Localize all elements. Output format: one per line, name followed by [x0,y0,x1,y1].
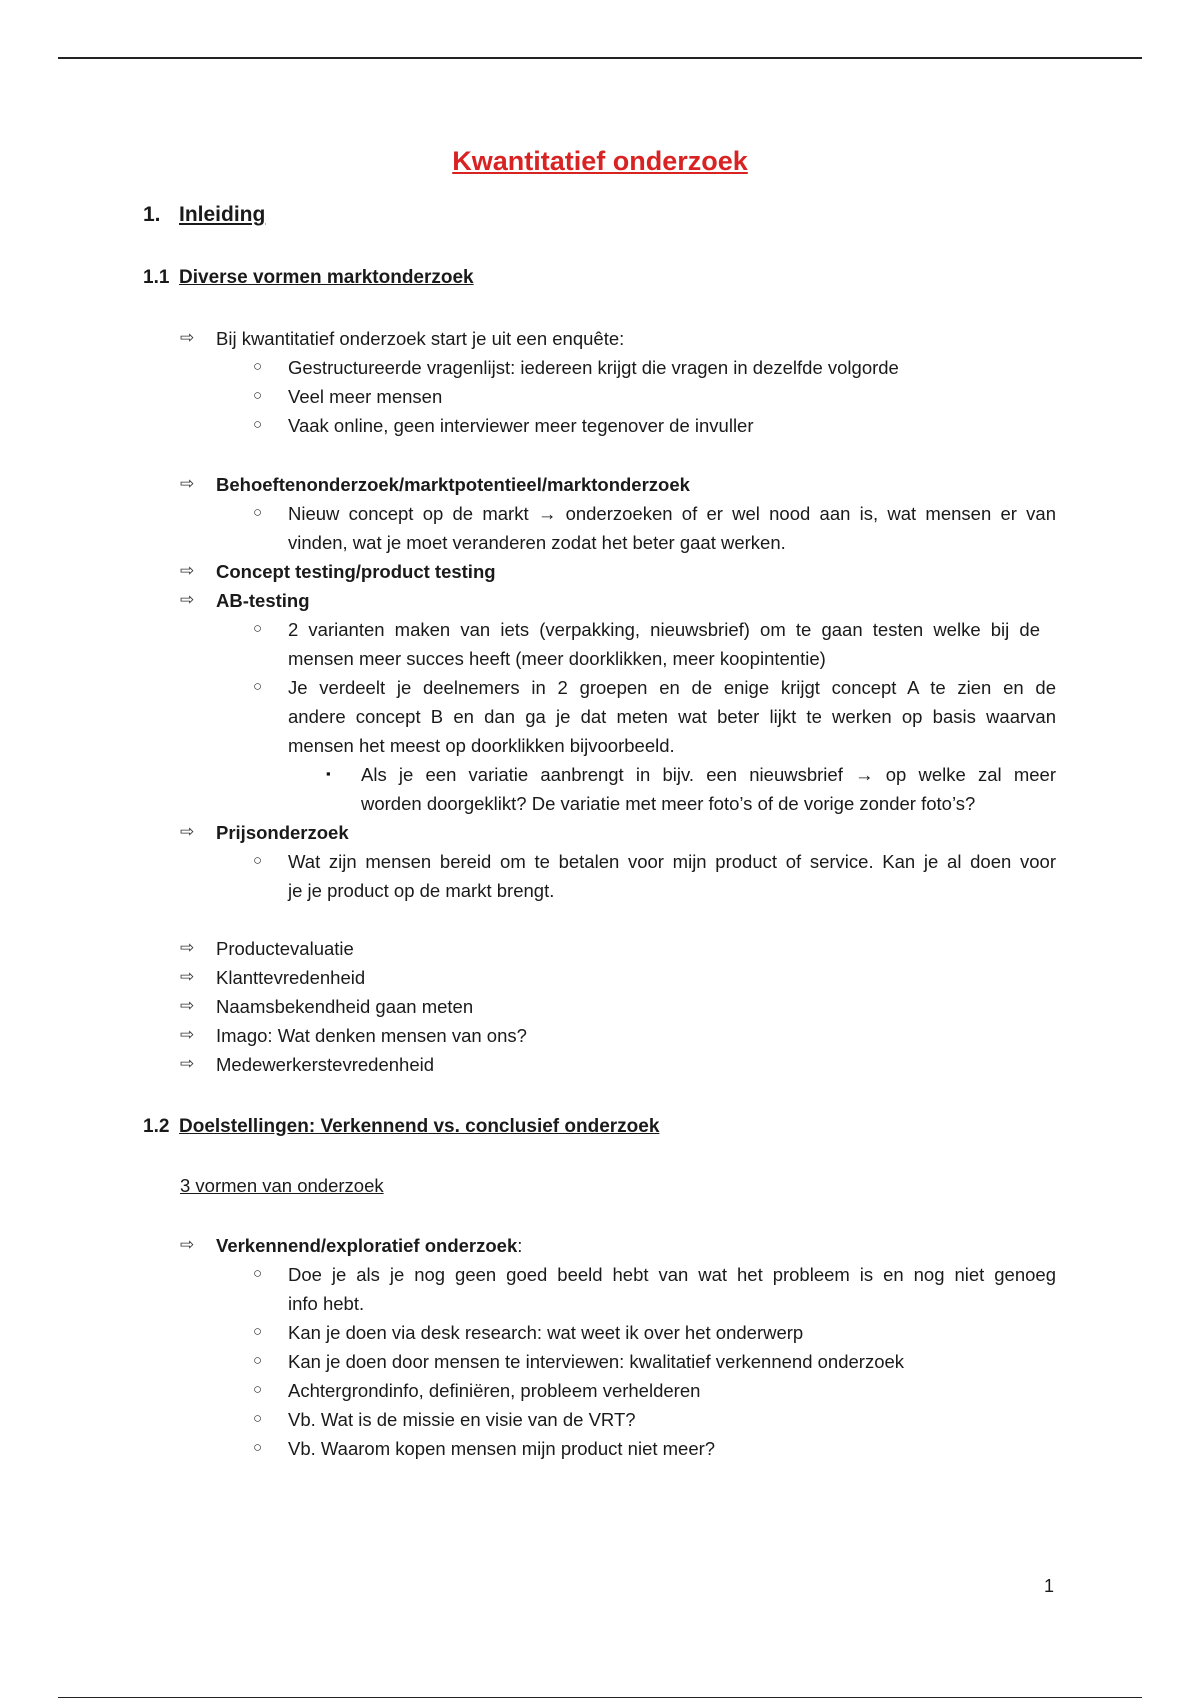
list-item: Productevaluatie [216,938,354,959]
list-item: Prijsonderzoek [216,822,349,843]
list-item: Bij kwantitatief onderzoek start je uit een enquête: [216,328,625,349]
arrow-bullet-icon: ⇨ [180,328,195,347]
list-item: Vb. Wat is de missie en visie van de VRT? [288,1409,636,1430]
section-number: 1. [143,203,161,226]
circle-bullet-icon: ○ [253,416,263,433]
arrow-bullet-icon: ⇨ [180,1054,195,1073]
list-item: Vb. Waarom kopen mensen mijn product niet meer? [288,1438,716,1459]
list-item: Veel meer mensen [288,386,443,407]
footer-rule [58,1697,1142,1698]
list-item-heading: Verkennend/exploratief onderzoek [216,1235,518,1256]
list-item: Wat zijn mensen bereid om te betalen voor mijn product of service. Kan je al doen voor [288,851,1056,872]
list-item: Imago: Wat denken mensen van ons? [216,1025,527,1046]
list-item: Behoeftenonderzoek/marktpotentieel/marktonderzoek [216,474,690,495]
arrow-bullet-icon: ⇨ [180,1025,195,1044]
list-item: Doe je als je nog geen goed beeld hebt van wat het probleem is en nog niet genoeg [288,1264,1056,1285]
square-bullet-icon: ▪ [326,766,331,781]
list-item: Concept testing/product testing [216,561,496,582]
list-item: Naamsbekendheid gaan meten [216,996,474,1017]
section-label: Inleiding [179,203,266,226]
circle-bullet-icon: ○ [253,1410,263,1427]
list-item-continuation: mensen het meest op doorklikken bijvoorbeeld. [288,735,675,756]
list-item: Vaak online, geen interviewer meer tegenover de invuller [288,415,754,436]
list-item: Als je een variatie aanbrengt in bijv. een nieuwsbrief → op welke zal meer [361,764,1056,785]
circle-bullet-icon: ○ [253,1323,263,1340]
list-item-continuation: mensen meer succes heeft (meer doorklikken, meer koopintentie) [288,648,826,669]
circle-bullet-icon: ○ [253,358,263,375]
list-item: 2 varianten maken van iets (verpakking, nieuwsbrief) om te gaan testen welke bij de [288,619,1040,640]
list-item-continuation: vinden, wat je moet veranderen zodat het beter gaat werken. [288,532,786,553]
list-item: Kan je doen door mensen te interviewen: kwalitatief verkennend onderzoek [288,1351,905,1372]
subsection-heading-doelstellingen [143,1116,659,1138]
subheading-vormen: 3 vormen van onderzoek [180,1175,384,1196]
list-item-continuation: andere concept B en dan ga je dat meten wat beter lijkt te werken op basis waarvan [288,706,1056,727]
arrow-bullet-icon: ⇨ [180,561,195,580]
page-number: 1 [1044,1576,1055,1596]
list-item: Je verdeelt je deelnemers in 2 groepen en de enige krijgt concept A te zien en de [288,677,1056,698]
subsection-label: Diverse vormen marktonderzoek [179,267,474,288]
list-item-continuation: worden doorgeklikt? De variatie met meer foto’s of de vorige zonder foto’s? [361,793,976,814]
list-item-colon: : [517,1235,523,1256]
arrow-bullet-icon: ⇨ [180,996,195,1015]
circle-bullet-icon: ○ [253,1381,263,1398]
circle-bullet-icon: ○ [253,1352,263,1369]
list-item-continuation: je je product op de markt brengt. [288,880,555,901]
page-title: Kwantitatief onderzoek [452,146,748,176]
circle-bullet-icon: ○ [253,678,263,695]
list-item: Medewerkerstevredenheid [216,1054,435,1075]
list-item [216,1231,522,1260]
circle-bullet-icon: ○ [253,1265,263,1282]
arrow-bullet-icon: ⇨ [180,822,195,841]
list-item-continuation: info hebt. [288,1293,365,1314]
circle-bullet-icon: ○ [253,852,263,869]
arrow-bullet-icon: ⇨ [180,590,195,609]
subsection-label: Doelstellingen: Verkennend vs. conclusief onderzoek [179,1116,660,1137]
list-item: Nieuw concept op de markt → onderzoeken of er wel nood aan is, wat mensen er van [288,503,1056,524]
list-item: Achtergrondinfo, definiëren, probleem verhelderen [288,1380,701,1401]
arrow-bullet-icon: ⇨ [180,474,195,493]
list-item: Klanttevredenheid [216,967,366,988]
list-item: Gestructureerde vragenlijst: iedereen krijgt die vragen in dezelfde volgorde [288,357,899,378]
circle-bullet-icon: ○ [253,620,263,637]
subsection-number: 1.2 [143,1116,170,1137]
arrow-bullet-icon: ⇨ [180,938,195,957]
arrow-bullet-icon: ⇨ [180,1235,195,1254]
arrow-bullet-icon: ⇨ [180,967,195,986]
list-item: AB-testing [216,590,310,611]
circle-bullet-icon: ○ [253,387,263,404]
circle-bullet-icon: ○ [253,1439,263,1456]
subsection-heading-diverse-vormen [143,267,474,289]
section-heading-inleiding [143,203,265,227]
header-rule [58,57,1142,59]
circle-bullet-icon: ○ [253,504,263,521]
subsection-number: 1.1 [143,267,170,288]
list-item: Kan je doen via desk research: wat weet ik over het onderwerp [288,1322,804,1343]
